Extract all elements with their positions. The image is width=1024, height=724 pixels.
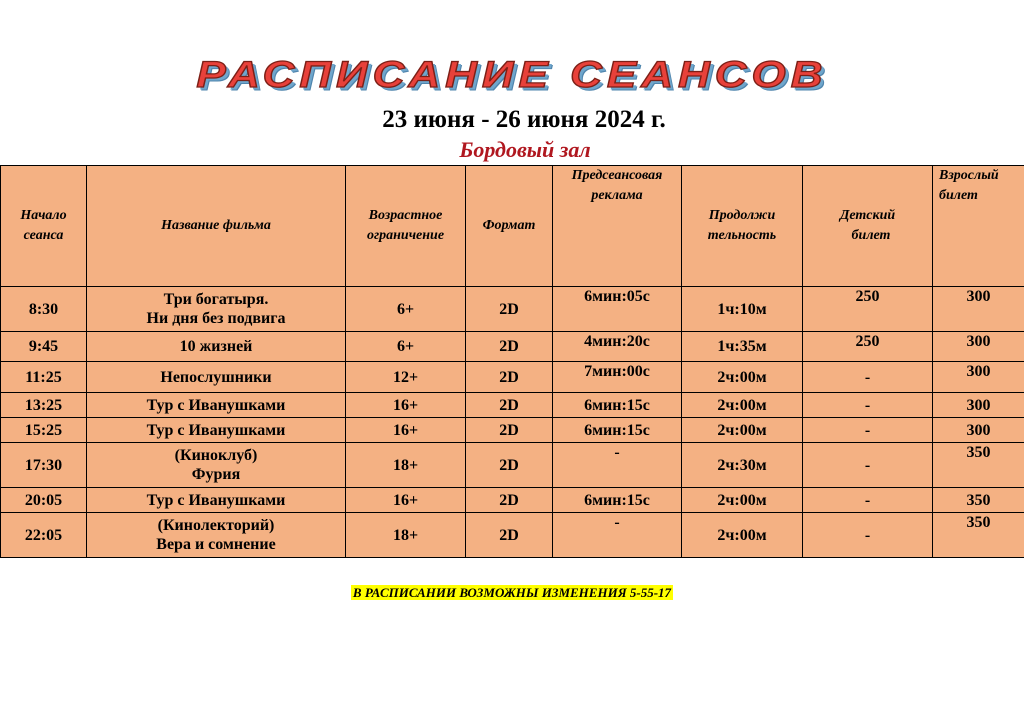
table-row xyxy=(1,393,1024,418)
film-title: Три богатыря. Ни дня без подвига xyxy=(87,287,346,332)
hall-name: Бордовый зал xyxy=(459,137,591,162)
film-duration: 1ч:35м xyxy=(682,332,803,362)
ads-duration: 6мин:15с xyxy=(553,418,682,443)
schedule-notice xyxy=(0,584,1024,602)
child-price: - xyxy=(803,443,933,488)
header-adult-ticket: Взрослый билет xyxy=(933,166,1024,287)
table-row xyxy=(1,287,1024,332)
film-format: 2D xyxy=(466,287,553,332)
session-time: 17:30 xyxy=(1,443,87,488)
age-rating: 6+ xyxy=(346,332,466,362)
film-title: 10 жизней xyxy=(87,332,346,362)
film-duration: 2ч:30м xyxy=(682,443,803,488)
table-header-row xyxy=(1,166,1024,287)
header-child-ticket: Детский билет xyxy=(803,166,933,287)
adult-price: 300 xyxy=(933,393,1024,418)
film-duration: 2ч:00м xyxy=(682,513,803,558)
table-row xyxy=(1,332,1024,362)
child-price: - xyxy=(803,418,933,443)
header-ads: Предсеансовая реклама xyxy=(553,166,682,287)
schedule-table xyxy=(0,165,1024,558)
ads-duration: 6мин:15с xyxy=(553,393,682,418)
age-rating: 18+ xyxy=(346,513,466,558)
table-row xyxy=(1,418,1024,443)
film-format: 2D xyxy=(466,393,553,418)
table-row xyxy=(1,513,1024,558)
child-price: - xyxy=(803,488,933,513)
film-title: Непослушники xyxy=(87,362,346,393)
session-time: 15:25 xyxy=(1,418,87,443)
film-duration: 2ч:00м xyxy=(682,418,803,443)
ads-duration: - xyxy=(553,443,682,488)
ads-duration: 7мин:00с xyxy=(553,362,682,393)
session-time: 13:25 xyxy=(1,393,87,418)
adult-price: 350 xyxy=(933,443,1024,488)
adult-price: 350 xyxy=(933,488,1024,513)
ads-duration: 4мин:20с xyxy=(553,332,682,362)
session-time: 11:25 xyxy=(1,362,87,393)
film-format: 2D xyxy=(466,488,553,513)
age-rating: 6+ xyxy=(346,287,466,332)
page-title: РАСПИСАНИЕ СЕАНСОВ xyxy=(196,53,828,96)
film-title: Тур с Иванушками xyxy=(87,393,346,418)
film-duration: 2ч:00м xyxy=(682,362,803,393)
age-rating: 12+ xyxy=(346,362,466,393)
child-price: - xyxy=(803,362,933,393)
film-title: Тур с Иванушками xyxy=(87,488,346,513)
ads-duration: - xyxy=(553,513,682,558)
ads-duration: 6мин:15с xyxy=(553,488,682,513)
session-time: 8:30 xyxy=(1,287,87,332)
film-duration: 2ч:00м xyxy=(682,488,803,513)
adult-price: 300 xyxy=(933,362,1024,393)
date-range: 23 июня - 26 июня 2024 г. xyxy=(382,106,666,133)
notice-text: В РАСПИСАНИИ ВОЗМОЖНЫ ИЗМЕНЕНИЯ 5-55-17 xyxy=(352,585,672,600)
child-price: - xyxy=(803,513,933,558)
header-film: Название фильма xyxy=(87,166,346,287)
film-format: 2D xyxy=(466,332,553,362)
film-title: (Киноклуб) Фурия xyxy=(87,443,346,488)
film-title: (Кинолекторий) Вера и сомнение xyxy=(87,513,346,558)
film-duration: 1ч:10м xyxy=(682,287,803,332)
table-row xyxy=(1,362,1024,393)
adult-price: 300 xyxy=(933,287,1024,332)
film-format: 2D xyxy=(466,362,553,393)
age-rating: 16+ xyxy=(346,418,466,443)
adult-price: 300 xyxy=(933,418,1024,443)
table-row xyxy=(1,443,1024,488)
header-start: Начало сеанса xyxy=(1,166,87,287)
film-format: 2D xyxy=(466,443,553,488)
session-time: 9:45 xyxy=(1,332,87,362)
age-rating: 16+ xyxy=(346,393,466,418)
child-price: 250 xyxy=(803,332,933,362)
session-time: 20:05 xyxy=(1,488,87,513)
child-price: - xyxy=(803,393,933,418)
film-duration: 2ч:00м xyxy=(682,393,803,418)
session-time: 22:05 xyxy=(1,513,87,558)
adult-price: 350 xyxy=(933,513,1024,558)
header-duration: Продолжи тельность xyxy=(682,166,803,287)
age-rating: 18+ xyxy=(346,443,466,488)
ads-duration: 6мин:05с xyxy=(553,287,682,332)
age-rating: 16+ xyxy=(346,488,466,513)
film-format: 2D xyxy=(466,513,553,558)
table-row xyxy=(1,488,1024,513)
header-age: Возрастное ограничение xyxy=(346,166,466,287)
film-title: Тур с Иванушками xyxy=(87,418,346,443)
child-price: 250 xyxy=(803,287,933,332)
film-format: 2D xyxy=(466,418,553,443)
header-format: Формат xyxy=(466,166,553,287)
adult-price: 300 xyxy=(933,332,1024,362)
